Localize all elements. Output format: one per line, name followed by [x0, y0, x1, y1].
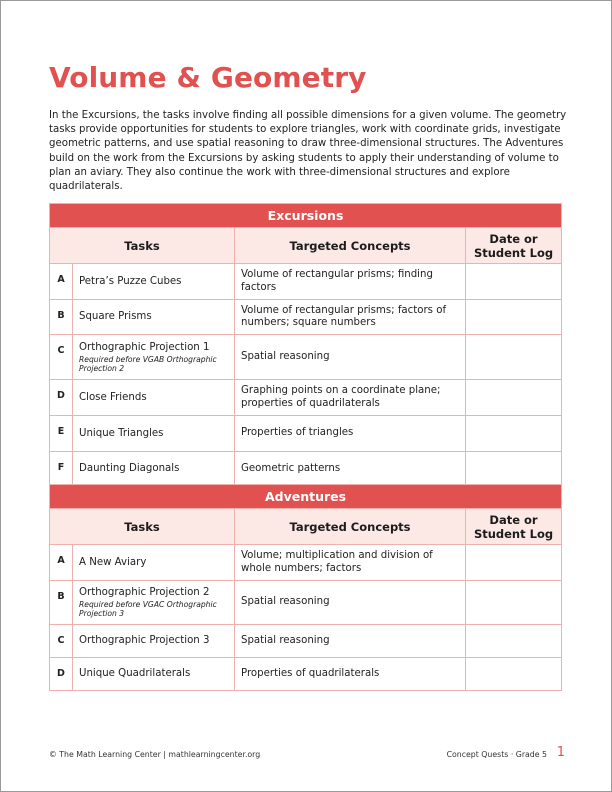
row-letter: F — [50, 452, 73, 487]
page-number: 1 — [556, 745, 565, 760]
tasks-header: Tasks — [50, 228, 235, 264]
log-cell[interactable] — [466, 264, 562, 300]
concepts-header: Targeted Concepts — [235, 228, 466, 264]
row-letter: D — [50, 380, 73, 416]
row-letter: A — [50, 545, 73, 581]
log-header: Date or Student Log — [466, 509, 562, 545]
log-cell[interactable] — [466, 545, 562, 581]
log-cell[interactable] — [466, 452, 562, 487]
table-row — [50, 581, 562, 625]
row-letter: D — [50, 658, 73, 691]
row-letter: B — [50, 300, 73, 335]
log-cell[interactable] — [466, 658, 562, 691]
excursions-header-row — [50, 228, 562, 264]
excursions-title: Excursions — [50, 204, 562, 228]
page-title: Volume & Geometry — [49, 61, 367, 94]
log-cell[interactable] — [466, 380, 562, 416]
task-name: Orthographic Projection 2 — [79, 587, 210, 598]
log-cell[interactable] — [466, 300, 562, 335]
task-cell — [73, 581, 235, 625]
log-cell[interactable] — [466, 416, 562, 452]
task-concept: Spatial reasoning — [235, 335, 466, 380]
task-name: Orthographic Projection 1 — [79, 341, 210, 353]
footer-product: Concept Quests · Grade 5 — [446, 750, 547, 759]
table-row — [50, 300, 562, 335]
task-concept: Properties of quadrilaterals — [235, 658, 466, 691]
log-cell[interactable] — [466, 335, 562, 380]
table-row — [50, 264, 562, 300]
log-cell[interactable] — [466, 625, 562, 658]
task-name: Close Friends — [73, 380, 235, 416]
row-letter: E — [50, 416, 73, 452]
table-row — [50, 380, 562, 416]
table-row — [50, 658, 562, 691]
task-name: Square Prisms — [73, 300, 235, 335]
task-concept: Volume; multiplication and division of whole numbers; factors — [235, 545, 466, 581]
task-name: Orthographic Projection 3 — [73, 625, 235, 658]
task-concept: Graphing points on a coordinate plane; properties of quadrilaterals — [235, 380, 466, 416]
log-header: Date or Student Log — [466, 228, 562, 264]
adventures-table — [49, 484, 562, 691]
task-name: Unique Triangles — [73, 416, 235, 452]
row-letter: A — [50, 264, 73, 300]
task-note: Required before VGAC Orthographic Projection 3 — [79, 600, 217, 618]
task-name: Unique Quadrilaterals — [73, 658, 235, 691]
row-letter: C — [50, 335, 73, 380]
table-row — [50, 335, 562, 380]
task-note: Required before VGAB Orthographic Projection 2 — [79, 354, 217, 373]
adventures-header-row — [50, 509, 562, 545]
task-concept: Volume of rectangular prisms; factors of numbers; square numbers — [235, 300, 466, 335]
task-concept: Spatial reasoning — [235, 581, 466, 625]
table-row — [50, 452, 562, 487]
row-letter: B — [50, 581, 73, 625]
intro-paragraph: In the Excursions, the tasks involve finding all possible dimensions for a given volume. The geometry tasks provide opportunities for students to explore triangles, work with coordinate grids, investigate geometric patterns, and use spatial reasoning to draw three-dimensional structures. The Adventures build on the work from the Excursions by asking students to apply their understanding of volume to plan an aviary. They also continue the work with three-dimensional structures and explore quadrilaterals. — [49, 110, 567, 193]
task-concept: Spatial reasoning — [235, 625, 466, 658]
table-row — [50, 416, 562, 452]
adventures-banner — [50, 485, 562, 509]
adventures-title: Adventures — [50, 485, 562, 509]
task-name: A New Aviary — [73, 545, 235, 581]
task-concept: Properties of triangles — [235, 416, 466, 452]
footer-copyright: © The Math Learning Center | mathlearningcenter.org — [49, 750, 261, 759]
log-cell[interactable] — [466, 581, 562, 625]
table-row — [50, 625, 562, 658]
task-concept: Volume of rectangular prisms; finding factors — [235, 264, 466, 300]
task-name: Daunting Diagonals — [73, 452, 235, 487]
row-letter: C — [50, 625, 73, 658]
tasks-header: Tasks — [50, 509, 235, 545]
excursions-table — [49, 203, 562, 487]
table-row — [50, 545, 562, 581]
task-name: Petra’s Puzze Cubes — [73, 264, 235, 300]
excursions-banner — [50, 204, 562, 228]
concepts-header: Targeted Concepts — [235, 509, 466, 545]
task-cell — [73, 335, 235, 380]
task-concept: Geometric patterns — [235, 452, 466, 487]
